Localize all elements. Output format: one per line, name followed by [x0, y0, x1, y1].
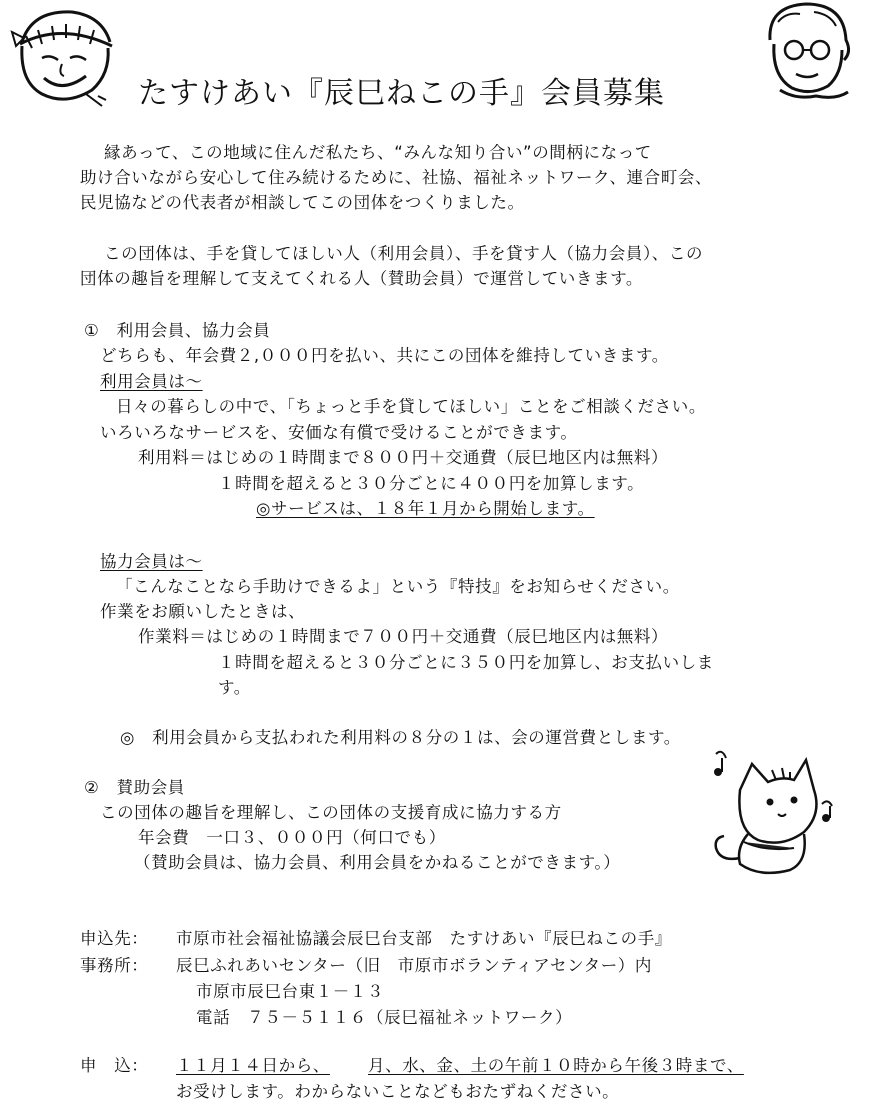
- section2-description: この団体の趣旨を理解し、この団体の支援育成に協力する方: [100, 803, 562, 822]
- application-line-2: お受けします。わからないことなどもおたずねください。: [176, 1082, 620, 1101]
- intro-line-1: 縁あって、この地域に住んだ私たち、“みんな知り合い”の間柄になって: [104, 143, 652, 162]
- intro-line-3: 民児協などの代表者が相談してこの団体をつくりました。: [80, 193, 525, 212]
- supporter-note: （賛助会員は、協力会員、利用会員をかねることができます。）: [134, 853, 621, 872]
- service-start-notice: ◎サービスは、１８年１月から開始します。: [256, 499, 595, 518]
- helper-fee-line-1: 作業料＝はじめの１時間まで７００円＋交通費（辰巳地区内は無料）: [138, 627, 669, 646]
- helper-fee-line-3: す。: [218, 678, 251, 697]
- intro-line-2: 助け合いながら安心して住み続けるために、社協、福祉ネットワーク、連合町会、: [80, 168, 713, 187]
- cat-illustration: [686, 744, 846, 880]
- supporter-fee: 年会費 一口３、０００円（何口でも）: [138, 828, 446, 847]
- office-label: 事務所：: [80, 956, 149, 975]
- user-member-heading: 利用会員は～: [100, 372, 203, 391]
- office-address: 市原市辰巳台東１－１３: [196, 982, 385, 1001]
- section1-fee: どちらも、年会費２,０００円を払い、共にこの団体を維持していきます。: [100, 346, 669, 365]
- apply-to-label: 申込先：: [80, 929, 149, 948]
- section1-heading: ① 利用会員、協力会員: [84, 321, 271, 340]
- helper-member-line-1: 「こんなことなら手助けできるよ」という『特技』をお知らせください。: [116, 577, 680, 596]
- helper-member-line-2: 作業をお願いしたときは、: [100, 602, 306, 621]
- application-start-date: １１月１４日から、: [176, 1056, 330, 1075]
- flyer-title: たすけあい『辰巳ねこの手』会員募集: [138, 76, 665, 112]
- purpose-line-1: この団体は、手を貸してほしい人（利用会員）、手を貸す人（協力会員）、この: [104, 244, 704, 263]
- user-fee-line-2: １時間を超えると３０分ごとに４００円を加算します。: [218, 474, 645, 493]
- application-hours: 月、水、金、土の午前１０時から午後３時まで、: [368, 1056, 744, 1075]
- helper-member-heading: 協力会員は～: [100, 552, 203, 571]
- user-member-line-1: 日々の暮らしの中で、「ちょっと手を貸してほしい」ことをご相談ください。: [116, 397, 706, 416]
- purpose-line-2: 団体の趣旨を理解して支えてくれる人（賛助会員）で運営していきます。: [80, 269, 643, 288]
- user-fee-line-1: 利用料＝はじめの１時間まで８００円＋交通費（辰巳地区内は無料）: [138, 448, 669, 467]
- user-member-line-2: いろいろなサービスを、安価な有償で受けることができます。: [100, 423, 578, 442]
- application-label: 申 込：: [80, 1056, 149, 1075]
- office-value: 辰巳ふれあいセンター（旧 市原市ボランティアセンター）内: [176, 956, 652, 975]
- section2-heading: ② 賛助会員: [84, 778, 185, 797]
- woman-with-glasses-illustration: [756, 0, 856, 104]
- helper-fee-line-2: １時間を超えると３０分ごとに３５０円を加算し、お支払いしま: [218, 653, 714, 672]
- man-with-headband-illustration: [2, 2, 120, 110]
- operating-cost-note: ◎ 利用会員から支払われた利用料の８分の１は、会の運営費とします。: [120, 728, 681, 747]
- apply-to-value: 市原市社会福祉協議会辰巳台支部 たすけあい『辰巳ねこの手』: [176, 929, 672, 948]
- office-phone: 電話 ７５－５１１６（辰巳福祉ネットワーク）: [196, 1008, 573, 1027]
